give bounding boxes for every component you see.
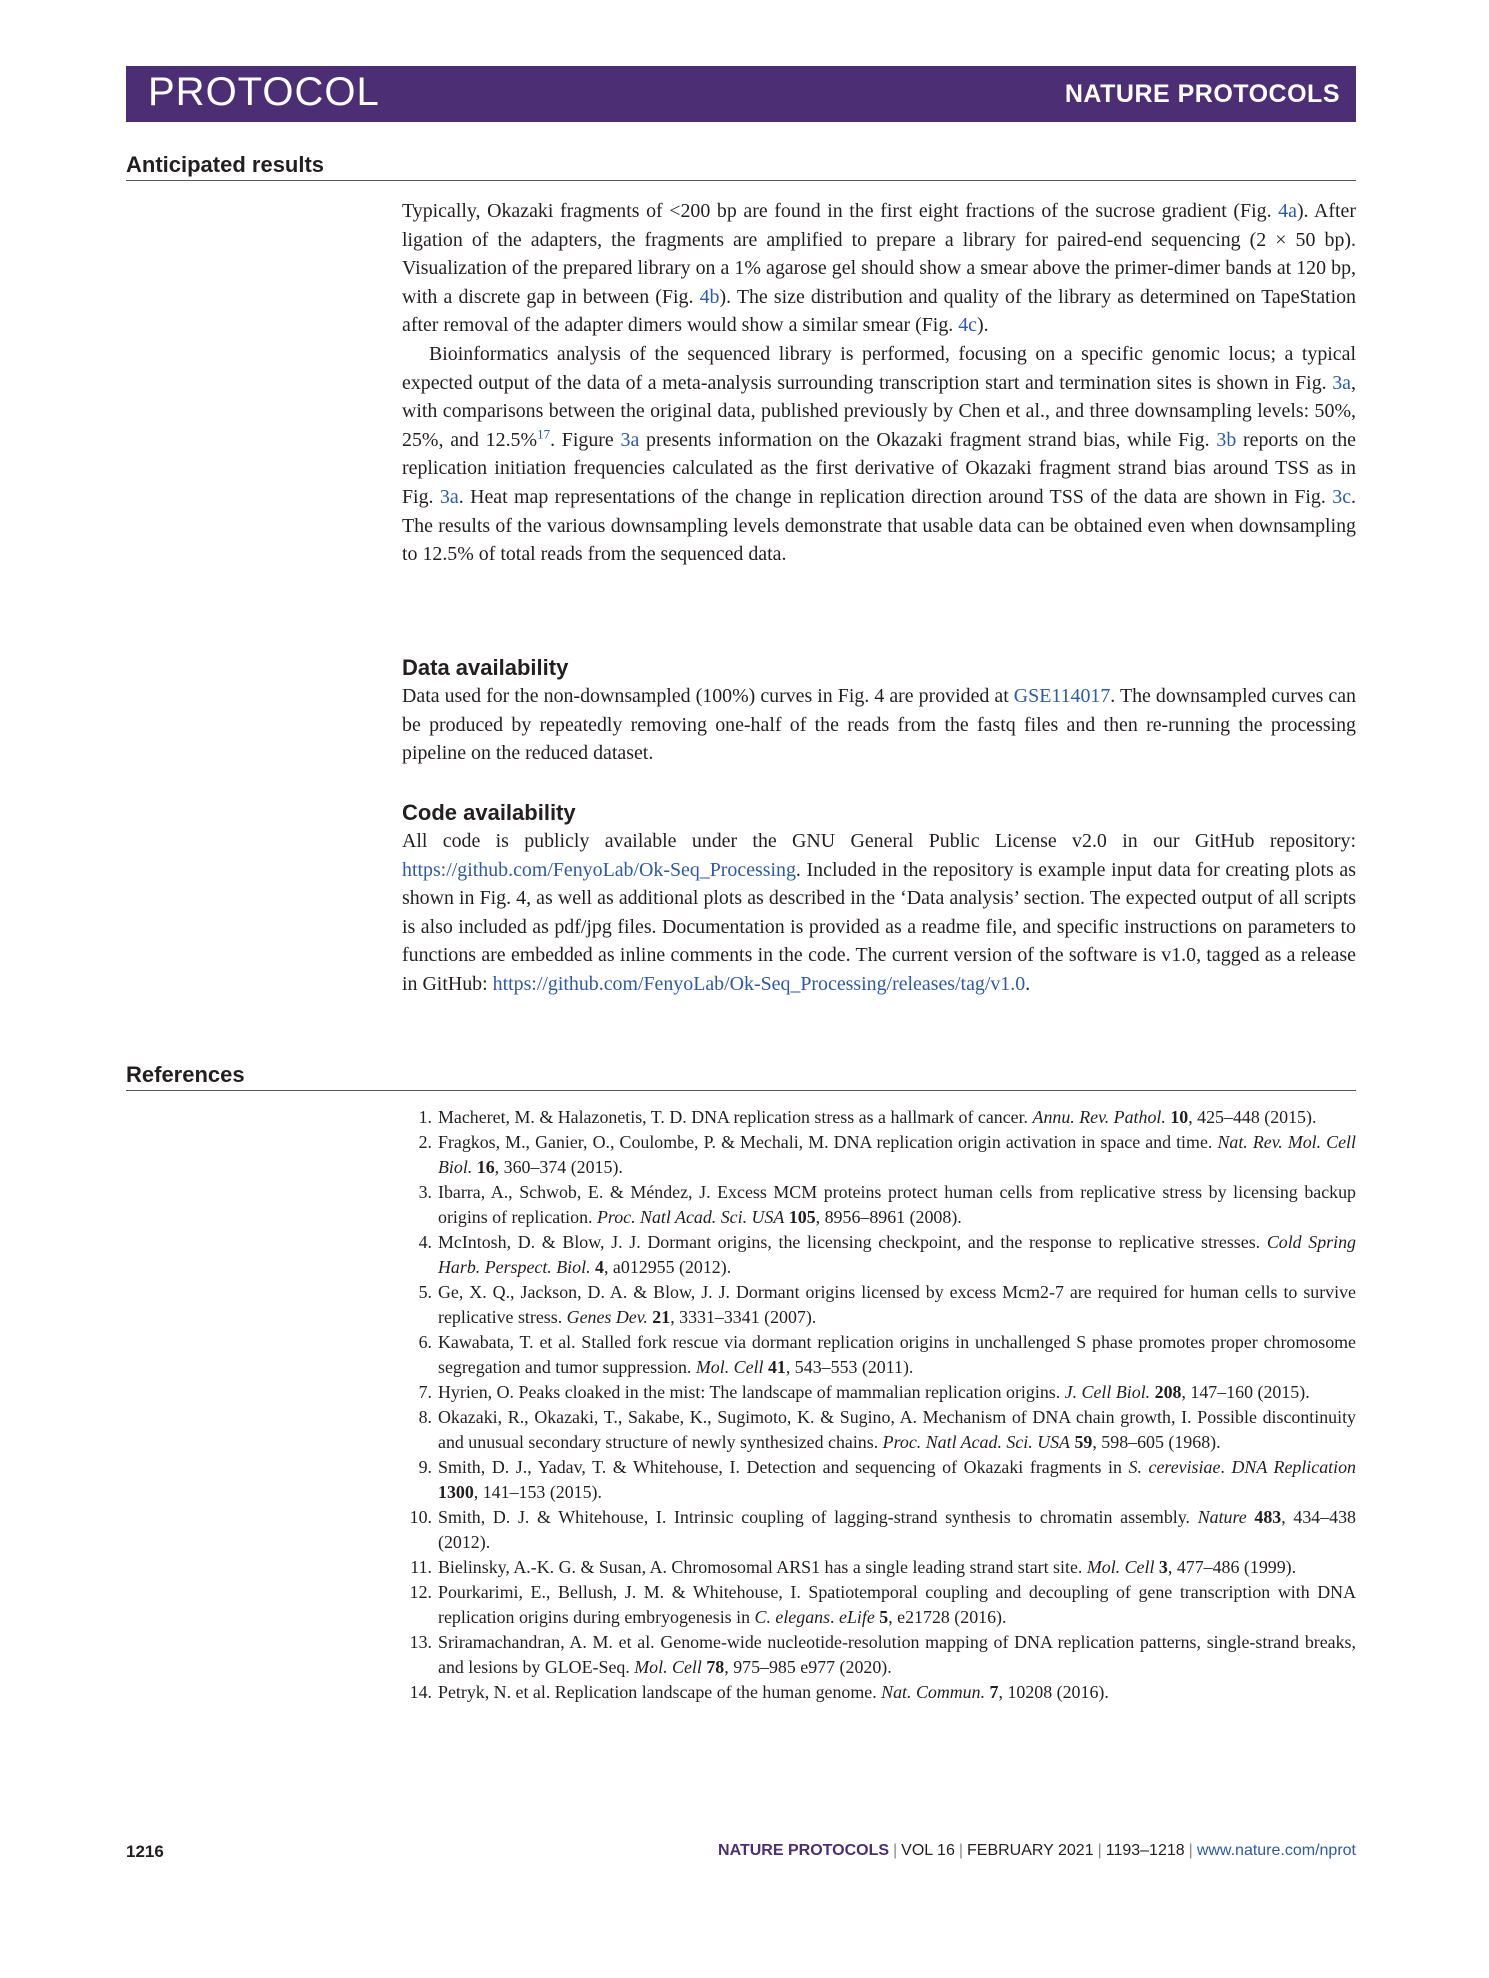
text-run: Macheret, M. & Halazonetis, T. D. DNA replication stress as a hallmark of cancer. <box>438 1107 1033 1127</box>
reference-item <box>402 1405 1356 1455</box>
italic-text: Mol. Cell <box>634 1657 702 1678</box>
italic-text: S. cerevisiae <box>1128 1457 1221 1478</box>
text-run: . <box>1025 972 1031 995</box>
reference-number: 5. <box>418 1282 432 1303</box>
reference-item <box>402 1380 1356 1405</box>
text-run: ). The size distribution and quality of the library as determined on TapeStation after removal of the adapter dimers would show a similar smear (Fig. <box>402 285 1356 337</box>
reference-list <box>402 1105 1356 1706</box>
text-run: presents information on the Okazaki fragment strand bias, while Fig. <box>639 428 1217 451</box>
bold-text: 1300 <box>438 1482 474 1503</box>
inline-link[interactable]: https://github.com/FenyoLab/Ok-Seq_Processing <box>402 858 796 881</box>
text-run: Smith, D. J. & Whitehouse, I. Intrinsic coupling of lagging-strand synthesis to chromatin assembly. <box>438 1507 1198 1528</box>
reference-item <box>402 1230 1356 1280</box>
text-run: , 147–160 (2015). <box>1181 1382 1310 1403</box>
subheading-data-availability: Data availability <box>402 655 569 680</box>
article-type-label: PROTOCOL <box>148 70 380 114</box>
text-run: Ge, X. Q., Jackson, D. A. & Blow, J. J. Dormant origins licensed by excess Mcm2-7 are required for human cells to survive replicative stress. <box>438 1282 1356 1327</box>
anticipated-results-body <box>402 197 1356 569</box>
text-run: , 477–486 (1999). <box>1167 1557 1297 1578</box>
reference-item <box>402 1330 1356 1380</box>
reference-number: 8. <box>418 1407 432 1428</box>
text-run: , 141–153 (2015). <box>473 1482 602 1503</box>
text-run: Typically, Okazaki fragments of <200 bp are found in the first eight fractions of the sucrose gradient (Fig. <box>402 200 1279 222</box>
reference-number: 13. <box>409 1632 432 1653</box>
text-run: Okazaki, R., Okazaki, T., Sakabe, K., Sugimoto, K. & Sugino, A. Mechanism of DNA chain growth, I. Possible discontinuity and unusual secondary structure of newly synthesized chains. <box>438 1407 1356 1453</box>
bold-text: 208 <box>1154 1382 1182 1403</box>
text-run: . Figure <box>550 428 621 451</box>
text-run: . <box>830 1607 839 1628</box>
bold-text: 10 <box>1170 1107 1189 1127</box>
footer-url-link[interactable]: www.nature.com/nprot <box>1196 1842 1356 1859</box>
footer-pages: 1193–1218 <box>1105 1842 1185 1859</box>
reference-item <box>402 1130 1356 1180</box>
text-run: ). <box>977 314 989 337</box>
paragraph <box>402 682 1356 768</box>
section-divider <box>126 180 1356 181</box>
italic-text: Nat. Commun. <box>881 1682 986 1703</box>
italic-text: Proc. Natl Acad. Sci. USA <box>597 1206 785 1227</box>
italic-text: Mol. Cell <box>695 1356 764 1377</box>
bold-text: 3 <box>1158 1557 1168 1578</box>
footer-journal: NATURE PROTOCOLS <box>718 1842 890 1859</box>
bold-text: 7 <box>989 1682 999 1703</box>
bold-text: 59 <box>1074 1432 1093 1453</box>
inline-link[interactable]: 3b <box>1216 428 1237 451</box>
text-run: . Heat map representations of the change in replication direction around TSS of the data are shown in Fig. <box>458 485 1333 508</box>
text-run: Sriramachandran, A. M. et al. Genome-wide nucleotide-resolution mapping of DNA replication patterns, single-strand breaks, and lesions by GLOE-Seq. <box>438 1632 1356 1678</box>
reference-item <box>402 1555 1356 1580</box>
bold-text: 105 <box>788 1206 816 1227</box>
text-run: Petryk, N. et al. Replication landscape of the human genome. <box>438 1682 882 1703</box>
section-divider <box>126 1090 1356 1091</box>
section-heading-references: References <box>126 1062 245 1087</box>
italic-text: eLife <box>839 1607 875 1628</box>
text-run: , 543–553 (2011). <box>785 1356 914 1377</box>
text-run: ). After ligation of the adapters, the fragments are amplified to prepare a library for paired-end sequencing (2 × 50 bp). Visualization of the prepared library on a 1% agarose gel should show a smear above the primer-dimer bands at 120 bp, with a discrete gap in between (Fig. <box>402 200 1356 308</box>
reference-item <box>402 1630 1356 1680</box>
paragraph <box>402 340 1356 569</box>
page-number: 1216 <box>126 1842 164 1861</box>
italic-text: Mol. Cell <box>1086 1557 1155 1578</box>
text-run: Fragkos, M., Ganier, O., Coulombe, P. & Mechali, M. DNA replication origin activation in space and time. <box>438 1132 1218 1153</box>
text-run: . <box>1220 1457 1232 1478</box>
italic-text: J. Cell Biol. <box>1064 1382 1151 1403</box>
journal-header-banner <box>126 66 1356 122</box>
reference-number: 4. <box>418 1232 432 1253</box>
reference-item <box>402 1580 1356 1630</box>
inline-link[interactable]: 3a <box>439 485 459 508</box>
inline-link[interactable]: 3a <box>1332 371 1352 394</box>
text-run: , e21728 (2016). <box>888 1607 1007 1628</box>
section-heading-anticipated-results: Anticipated results <box>126 152 325 177</box>
paragraph <box>402 827 1356 999</box>
text-run: , 10208 (2016). <box>998 1682 1109 1703</box>
text-run: Pourkarimi, E., Bellush, J. M. & Whitehouse, I. Spatiotemporal coupling and decoupling of gene transcription with DNA replication origins during embryogenesis in <box>438 1582 1356 1628</box>
journal-name: NATURE PROTOCOLS <box>1064 80 1340 108</box>
reference-item <box>402 1280 1356 1330</box>
inline-link[interactable]: 4a <box>1278 200 1297 222</box>
code-availability-body <box>402 827 1356 999</box>
text-run: , 8956–8961 (2008). <box>815 1206 962 1227</box>
bold-text: 41 <box>767 1356 786 1377</box>
italic-text: C. elegans <box>754 1607 831 1628</box>
bold-text: 483 <box>1254 1507 1282 1528</box>
text-run: , 425–448 (2015). <box>1188 1107 1317 1127</box>
text-run: , a012955 (2012). <box>603 1256 732 1277</box>
inline-link[interactable]: 4b <box>699 285 720 308</box>
reference-number: 10. <box>409 1507 432 1528</box>
italic-text: DNA Replication <box>1231 1457 1356 1478</box>
bold-text: 16 <box>476 1156 495 1177</box>
text-run: , 434–438 (2012). <box>438 1507 1357 1553</box>
reference-number: 1. <box>418 1107 432 1127</box>
text-run: reports on the replication initiation frequencies calculated as the first derivative of Okazaki fragment strand bias around TSS as in Fig. <box>402 428 1356 508</box>
text-run: , 598–605 (1968). <box>1092 1432 1221 1453</box>
text-run: Smith, D. J., Yadav, T. & Whitehouse, I. Detection and sequencing of Okazaki fragments in <box>438 1457 1129 1478</box>
reference-item <box>402 1455 1356 1505</box>
text-run: , 975–985 e977 (2020). <box>724 1657 892 1678</box>
reference-number: 14. <box>409 1682 432 1703</box>
bold-text: 4 <box>595 1256 604 1277</box>
citation-link[interactable]: 17 <box>537 426 551 442</box>
text-run: McIntosh, D. & Blow, J. J. Dormant origins, the licensing checkpoint, and the response to replicative stresses. <box>438 1232 1267 1253</box>
text-run: Bioinformatics analysis of the sequenced library is performed, focusing on a specific genomic locus; a typical expected output of the data of a meta-analysis surrounding transcription start and termination sites is shown in Fig. <box>402 342 1356 394</box>
text-run: . The results of the various downsampling levels demonstrate that usable data can be obtained even when downsampling to 12.5% of total reads from the sequenced data. <box>402 485 1357 566</box>
paragraph <box>402 197 1356 340</box>
text-run: . The downsampled curves can be produced by repeatedly removing one-half of the reads from the fastq files and then re-running the processing pipeline on the reduced dataset. <box>402 685 1356 765</box>
footer-volume: VOL 16 <box>901 1842 955 1859</box>
reference-number: 6. <box>418 1332 432 1353</box>
text-run: All code is publicly available under the GNU General Public License v2.0 in our GitHub repository: <box>402 830 1356 852</box>
inline-link[interactable]: 4c <box>958 314 978 337</box>
reference-item <box>402 1505 1356 1555</box>
reference-number: 3. <box>418 1182 432 1203</box>
reference-number: 2. <box>418 1132 432 1153</box>
inline-link[interactable]: https://github.com/FenyoLab/Ok-Seq_Processing/releases/tag/v1.0 <box>492 972 1026 995</box>
text-run: , with comparisons between the original data, published previously by Chen et al., and three downsampling levels: 50%, 25%, and 12.5% <box>402 371 1356 451</box>
text-run: , 360–374 (2015). <box>494 1156 623 1177</box>
inline-link[interactable]: 3a <box>620 428 640 451</box>
text-run: Data used for the non-downsampled (100%) curves in Fig. 4 are provided at <box>402 685 1014 707</box>
italic-text: Cold Spring Harb. Perspect. Biol. <box>438 1232 1356 1277</box>
italic-text: Nat. Rev. Mol. Cell Biol. <box>438 1132 1356 1177</box>
reference-number: 9. <box>418 1457 432 1478</box>
italic-text: Genes Dev. <box>566 1306 648 1327</box>
bold-text: 5 <box>879 1607 889 1628</box>
reference-item <box>402 1180 1356 1230</box>
reference-number: 12. <box>409 1582 432 1603</box>
footer-citation: NATURE PROTOCOLS | VOL 16 | FEBRUARY 2021 | 1193–1218 | www.nature.com/nprot <box>718 1842 1356 1859</box>
text-run: . Included in the repository is example input data for creating plots as shown in Fig. 4, as well as additional plots as described in the ‘Data analysis’ section. The expected output of all scripts is also included as pdf/jpg files. Documentation is provided as a readme file, and specific instructions on parameters to functions are embedded as inline comments in the code. The current version of the software is v1.0, tagged as a release in GitHub: <box>402 858 1356 995</box>
reference-number: 7. <box>418 1382 432 1403</box>
text-run: Hyrien, O. Peaks cloaked in the mist: The landscape of mammalian replication origins. <box>438 1382 1065 1403</box>
inline-link[interactable]: 3c <box>1332 485 1352 508</box>
text-run: , 3331–3341 (2007). <box>670 1306 817 1327</box>
italic-text: Nature <box>1197 1507 1247 1528</box>
reference-item <box>402 1680 1356 1705</box>
italic-text: Proc. Natl Acad. Sci. USA <box>882 1432 1070 1453</box>
reference-item <box>402 1105 1356 1130</box>
bold-text: 21 <box>652 1306 671 1327</box>
reference-number: 11. <box>410 1557 432 1578</box>
bold-text: 78 <box>706 1657 725 1678</box>
text-run: Kawabata, T. et al. Stalled fork rescue via dormant replication origins in unchallenged S phase promotes proper chromosome segregation and tumor suppression. <box>438 1332 1356 1377</box>
italic-text: Annu. Rev. Pathol. <box>1032 1107 1166 1127</box>
data-availability-body <box>402 682 1356 768</box>
subheading-code-availability: Code availability <box>402 800 576 825</box>
inline-link[interactable]: GSE114017 <box>1013 685 1111 707</box>
footer-date: FEBRUARY 2021 <box>967 1842 1094 1859</box>
text-run: Ibarra, A., Schwob, E. & Méndez, J. Excess MCM proteins protect human cells from replicative stress by licensing backup origins of replication. <box>438 1182 1356 1227</box>
text-run: Bielinsky, A.-K. G. & Susan, A. Chromosomal ARS1 has a single leading strand start site. <box>438 1557 1087 1578</box>
